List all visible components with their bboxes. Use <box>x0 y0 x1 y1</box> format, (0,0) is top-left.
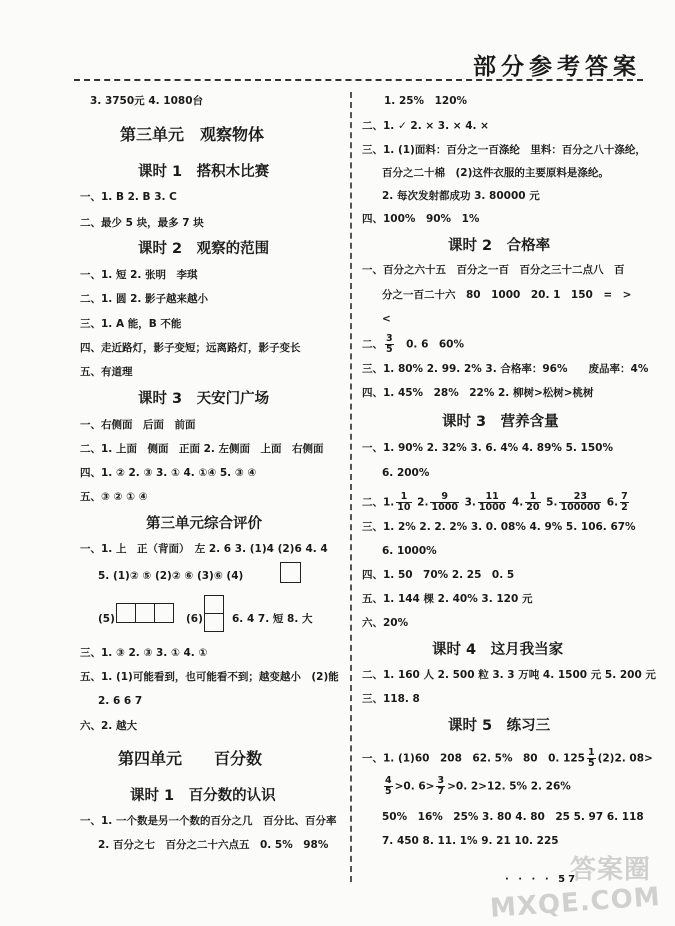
answer-line: 1. 25% 120% <box>384 95 468 107</box>
answer-line: 一、1. (1)60 208 62. 5% 80 0. 125 $\frac{1}{5}$ (2)2. 08> <box>362 747 653 769</box>
fraction: $\frac{4}{5}$ <box>385 775 392 797</box>
answer-line: 一、1. 短 2. 张明 李琪 <box>80 269 198 281</box>
answer-line: 五、③ ② ① ④ <box>80 491 148 503</box>
lesson-title: 课时 2 合格率 <box>448 238 551 254</box>
cube-view-square <box>154 603 174 623</box>
answer-line: 五、1. 144 棵 2. 40% 3. 120 元 <box>362 593 533 605</box>
column-divider <box>350 92 352 882</box>
answer-line: 三、118. 8 <box>362 693 420 705</box>
cube-view-square <box>204 595 224 614</box>
answer-line: 四、1. ② 2. ③ 3. ① 4. ①④ 5. ③ ④ <box>80 467 257 479</box>
fraction: $\frac{1}{20}$ <box>526 491 540 513</box>
answer-line: 五、有道理 <box>80 366 133 378</box>
answer-line: 6. 4 7. 短 8. 大 <box>232 613 313 625</box>
lesson-title: 课时 3 天安门广场 <box>138 391 270 407</box>
answer-line: 四、走近路灯，影子变短；远离路灯，影子变长 <box>80 342 301 354</box>
lesson-title: 课时 2 观察的范围 <box>138 241 270 257</box>
answer-line: 二、1. 上面 侧面 正面 2. 左侧面 上面 右侧面 <box>80 443 324 455</box>
answer-line: 三、1. 2% 2. 2. 2% 3. 0. 08% 4. 9% 5. 106. 67% <box>362 521 636 533</box>
answer-line: 四、100% 90% 1% <box>362 213 480 225</box>
answer-line: 2. 百分之七 百分之二十六点五 0. 5% 98% <box>98 839 329 851</box>
answer-line: 二、1. 圆 2. 影子越来越小 <box>80 293 209 305</box>
answer-line: 二、 $\frac{3}{5}$ 0. 6 60% <box>362 333 465 355</box>
unit-title: 第四单元 百分数 <box>118 749 263 768</box>
fraction: $\frac{3}{5}$ <box>386 333 393 355</box>
answer-line: 四、1. 45% 28% 22% 2. 柳树>松树>桃树 <box>362 387 594 399</box>
lesson-title: 课时 1 搭积木比赛 <box>138 164 270 180</box>
cube-view-square <box>116 603 136 623</box>
cube-view-square <box>204 613 224 632</box>
answer-line: 六、20% <box>362 617 409 629</box>
cube-view-square <box>280 562 301 583</box>
answer-line: 2. 6 6 7 <box>98 695 143 707</box>
fraction: $\frac{1}{10}$ <box>397 491 411 513</box>
answer-line: 6. 1000% <box>382 545 437 557</box>
answer-line: 五、1. (1)可能看到，也可能看不到；越变越小 (2)能 <box>80 671 339 683</box>
page-header-title: 部分参考答案 <box>473 53 641 80</box>
answer-line: 5. (1)② ⑤ (2)② ⑥ (3)⑥ (4) <box>98 570 244 582</box>
lesson-title: 课时 1 百分数的认识 <box>130 788 276 804</box>
fraction: $\frac{3}{7}$ <box>437 775 445 797</box>
answer-line: 三、1. (1)面料：百分之一百涤纶 里料：百分之八十涤纶， <box>362 144 646 156</box>
answer-line: 百分之二十棉 (2)这件衣服的主要原料是涤纶。 <box>382 167 609 179</box>
fraction: $\frac{23}{100000}$ <box>560 491 601 513</box>
answer-line: 六、2. 越大 <box>80 720 137 732</box>
answer-line: 三、1. A 能，B 不能 <box>80 318 182 330</box>
unit-title: 第三单元 观察物体 <box>120 125 265 144</box>
answer-line: 6. 200% <box>382 467 430 479</box>
cube-view-square <box>135 603 155 623</box>
watermark-logo: 答案圈 <box>569 855 651 885</box>
answer-line: 分之一百二十六 80 1000 20. 1 150 = > <box>382 289 632 301</box>
answer-line: 二、1. $\frac{1}{10}$ 2. $\frac{9}{1000}$ 3. $\frac{11}{1000}$ 4. $\frac{1}{20}$ 5. $\frac{23}{100000}$ 6. $\frac{7}{2}$ <box>362 491 628 513</box>
lesson-title: 课时 5 练习三 <box>448 718 551 734</box>
answer-line: 四、1. 50 70% 2. 25 0. 5 <box>362 569 515 581</box>
answer-line: 三、1. ③ 2. ③ 3. ① 4. ① <box>80 647 208 659</box>
fraction: $\frac{7}{2}$ <box>621 491 628 513</box>
answer-line: < <box>382 313 391 325</box>
answer-line: 3. 3750元 4. 1080台 <box>90 95 204 107</box>
answer-line: 7. 450 8. 11. 1% 9. 21 10. 225 <box>382 835 559 847</box>
answer-line: 一、1. B 2. B 3. C <box>80 191 177 203</box>
answer-line: 二、最少 5 块，最多 7 块 <box>80 217 204 229</box>
page-number: · · · · 57 <box>505 874 579 885</box>
header-rule <box>74 79 643 81</box>
fraction: $\frac{1}{5}$ <box>587 747 595 769</box>
lesson-title: 课时 3 营养含量 <box>442 414 559 430</box>
answer-line: 2. 每次发射都成功 3. 80000 元 <box>382 190 540 202</box>
fraction: $\frac{9}{1000}$ <box>431 491 458 513</box>
answer-line: 50% 16% 25% 3. 80 4. 80 25 5. 97 6. 118 <box>382 811 644 823</box>
answer-line: 一、百分之六十五 百分之一百 百分之三十二点八 百 <box>362 264 625 276</box>
fraction: $\frac{11}{1000}$ <box>478 491 506 513</box>
answer-line: 二、1. 160 人 2. 500 粒 3. 3 万吨 4. 1500 元 5. 200 元 <box>362 669 656 681</box>
answer-line: 三、1. 80% 2. 99. 2% 3. 合格率：96% 废品率：4% <box>362 363 649 375</box>
watermark: MXQE.COM <box>489 882 662 924</box>
answer-line: $\frac{4}{5}$ >0. 6> $\frac{3}{7}$ >0. 2>12. 5% 2. 26% <box>385 775 571 797</box>
answer-line: 一、1. 上 正（背面） 左 2. 6 3. (1)4 (2)6 4. 4 <box>80 543 328 555</box>
review-title: 第三单元综合评价 <box>146 516 262 532</box>
answer-line: 一、1. 90% 2. 32% 3. 6. 4% 4. 89% 5. 150% <box>362 442 613 454</box>
answer-line: 二、1. ✓ 2. × 3. × 4. × <box>362 120 489 132</box>
answer-line: 一、1. 一个数是另一个数的百分之几 百分比、百分率 <box>80 815 337 827</box>
lesson-title: 课时 4 这月我当家 <box>432 642 564 658</box>
answer-line: 一、右侧面 后面 前面 <box>80 419 196 431</box>
answer-line: (5) <box>98 613 115 625</box>
answer-line: (6) <box>186 613 203 625</box>
